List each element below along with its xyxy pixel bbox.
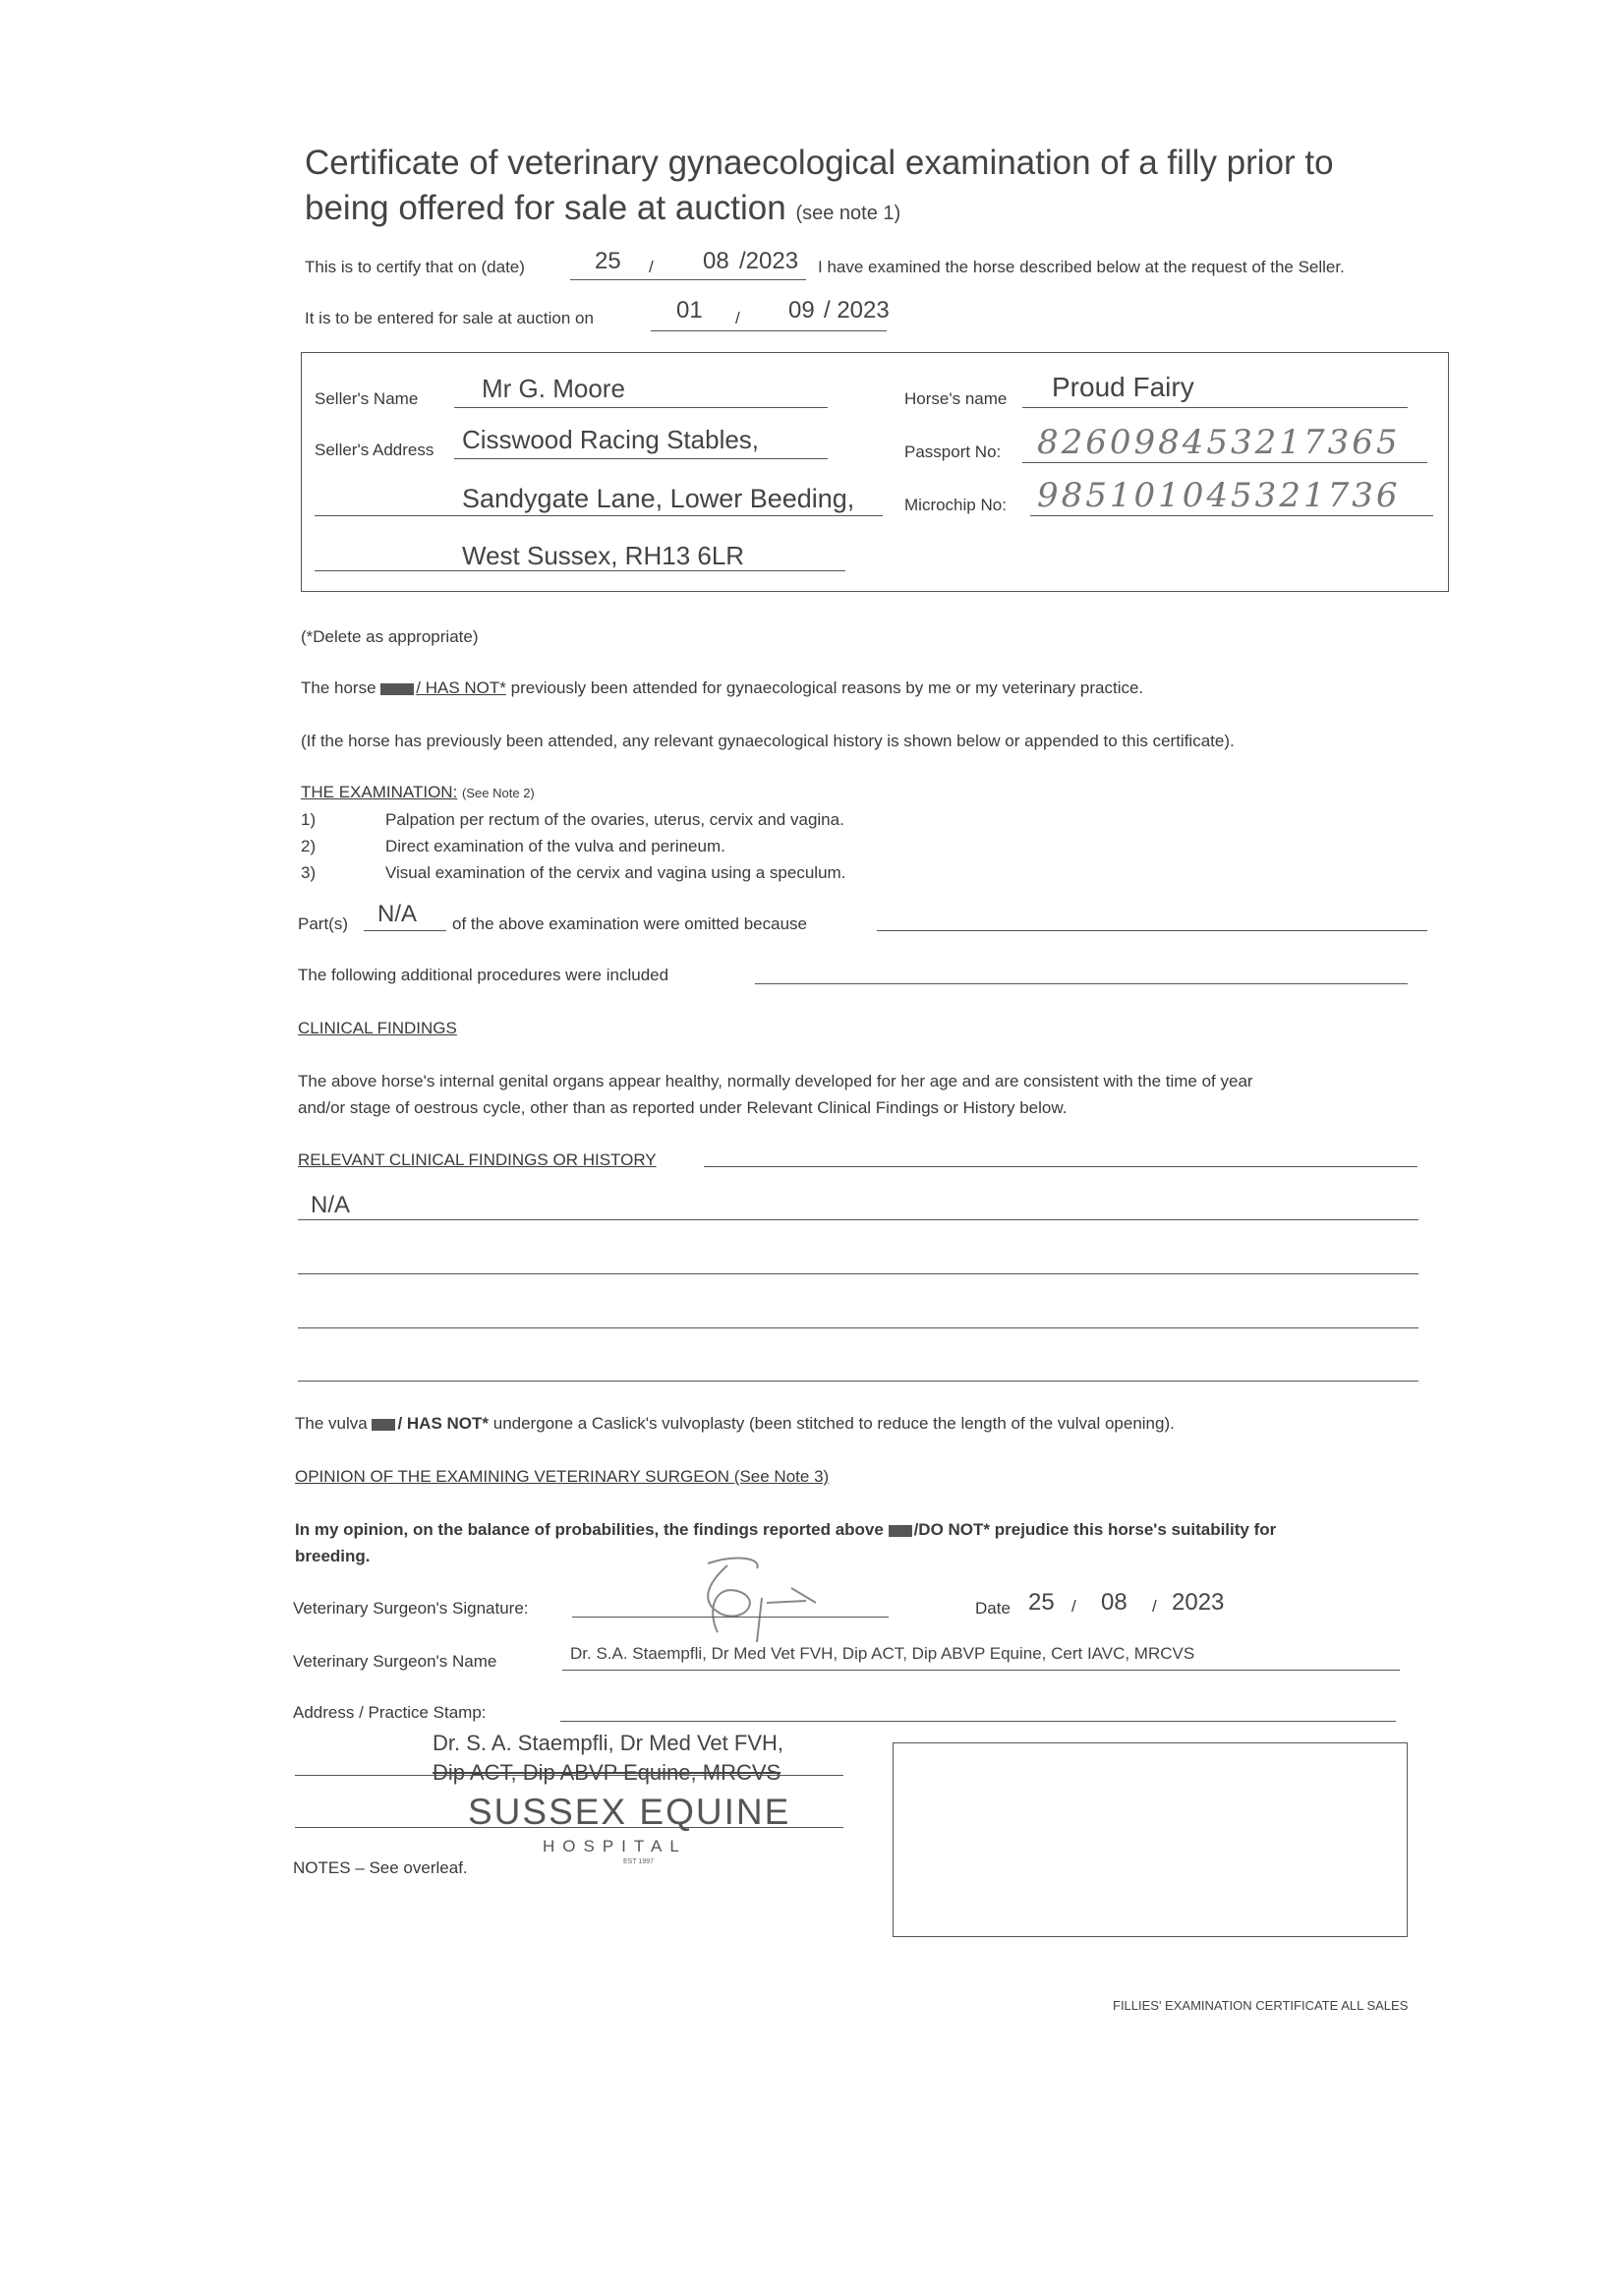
opinion-line-2: breeding.	[295, 1547, 371, 1565]
signature-label: Veterinary Surgeon's Signature:	[293, 1599, 529, 1618]
seller-address-line-1: Cisswood Racing Stables,	[462, 425, 760, 454]
microchip-label: Microchip No:	[904, 496, 1007, 514]
certify-prefix: This is to certify that on (date)	[305, 258, 525, 276]
seller-address-label: Seller's Address	[315, 441, 434, 459]
opinion-heading: OPINION OF THE EXAMINING VETERINARY SURGEON (See Note 3)	[295, 1467, 830, 1486]
stamp-label: Address / Practice Stamp:	[293, 1703, 487, 1722]
parts-label: Part(s)	[298, 914, 348, 933]
clinical-heading: CLINICAL FINDINGS	[298, 1019, 457, 1037]
stamp-line-1: Dr. S. A. Staempfli, Dr Med Vet FVH,	[433, 1731, 784, 1755]
vulva-suffix: undergone a Caslick's vulvoplasty (been stitched to reduce the length of the vulval opening).	[492, 1414, 1175, 1433]
auction-year: / 2023	[824, 297, 890, 324]
date-label: Date	[975, 1599, 1011, 1618]
redaction-mark	[372, 1419, 395, 1431]
previous-note: (If the horse has previously been attended, any relevant gynaecological history is shown below or appended to this certificate).	[301, 732, 1235, 750]
vulva-prefix: The vulva	[295, 1414, 368, 1433]
stamp-est: EST 1997	[623, 1858, 655, 1865]
exam-heading	[301, 783, 535, 802]
horse-name-label: Horse's name	[904, 389, 1008, 408]
parts-value: N/A	[377, 901, 418, 927]
stamp-line-2: Dip ACT, Dip ABVP Equine, MRCVS	[433, 1760, 781, 1785]
signature-scribble	[668, 1544, 865, 1652]
redaction-mark	[380, 683, 414, 695]
opinion-suffix: prejudice this horse's suitability for	[994, 1520, 1277, 1539]
auction-month: 09	[788, 297, 815, 324]
certify-year: /2023	[739, 248, 799, 274]
surgeon-name-label: Veterinary Surgeon's Name	[293, 1652, 497, 1671]
auction-prefix: It is to be entered for sale at auction on	[305, 309, 594, 327]
date-month: 08	[1101, 1589, 1128, 1616]
seller-name-label: Seller's Name	[315, 389, 419, 408]
delete-note: (*Delete as appropriate)	[301, 627, 479, 646]
title-line-1: Certificate of veterinary gynaecological examination of a filly prior to	[305, 144, 1334, 182]
opinion-line-1	[295, 1520, 1276, 1540]
vulva-line	[295, 1414, 1175, 1434]
certify-suffix: I have examined the horse described below at the request of the Seller.	[818, 258, 1345, 276]
additional-procedures: The following additional procedures were included	[298, 966, 669, 984]
stamp-box	[893, 1742, 1408, 1937]
exam-heading-text: THE EXAMINATION:	[301, 783, 458, 801]
microchip-no: 985101045321736	[1037, 476, 1401, 515]
certify-month: 08	[703, 248, 729, 274]
title-note: (see note 1)	[795, 203, 901, 224]
seller-address-line-2: Sandygate Lane, Lower Beeding,	[462, 484, 855, 513]
exam-item-num: 1)	[301, 810, 317, 829]
vulva-choice: / HAS NOT*	[397, 1414, 489, 1433]
parts-suffix: of the above examination were omitted because	[452, 914, 808, 933]
auction-day: 01	[676, 297, 703, 324]
stamp-name: SUSSEX EQUINE	[468, 1792, 791, 1832]
horse-attended-prefix: The horse	[301, 678, 376, 697]
horse-attended-line	[301, 678, 1143, 698]
seller-address-line-3: West Sussex, RH13 6LR	[462, 541, 745, 570]
relevant-heading: RELEVANT CLINICAL FINDINGS OR HISTORY	[298, 1150, 657, 1169]
seller-name: Mr G. Moore	[482, 374, 625, 403]
opinion-prefix: In my opinion, on the balance of probabilities, the findings reported above	[295, 1520, 884, 1539]
footer-label: FILLIES' EXAMINATION CERTIFICATE ALL SALES	[1113, 1998, 1409, 2013]
relevant-value: N/A	[311, 1192, 351, 1218]
exam-item-text: Visual examination of the cervix and vagina using a speculum.	[385, 863, 846, 882]
redaction-mark	[889, 1525, 912, 1537]
clinical-text-2: and/or stage of oestrous cycle, other than as reported under Relevant Clinical Findings or History below.	[298, 1098, 1068, 1117]
horse-attended-choice: / HAS NOT*	[416, 678, 506, 697]
passport-label: Passport No:	[904, 442, 1002, 461]
title-line-2-text: being offered for sale at auction	[305, 189, 786, 227]
clinical-text-1: The above horse's internal genital organs appear healthy, normally developed for her age and are consistent with the time of year	[298, 1072, 1253, 1090]
date-day: 25	[1028, 1589, 1055, 1616]
notes-label: NOTES – See overleaf.	[293, 1858, 468, 1877]
passport-no: 826098453217365	[1037, 423, 1401, 462]
horse-attended-suffix: previously been attended for gynaecological reasons by me or my veterinary practice.	[510, 678, 1144, 697]
horse-name: Proud Fairy	[1052, 372, 1194, 402]
exam-item-text: Palpation per rectum of the ovaries, uterus, cervix and vagina.	[385, 810, 844, 829]
exam-heading-note: (See Note 2)	[462, 786, 535, 800]
exam-item-text: Direct examination of the vulva and perineum.	[385, 837, 725, 855]
date-year: 2023	[1172, 1589, 1225, 1616]
date-sep-2: /	[1152, 1597, 1157, 1616]
stamp-sub: HOSPITAL	[543, 1837, 687, 1855]
date-sep-1: /	[1071, 1597, 1076, 1616]
surgeon-name: Dr. S.A. Staempfli, Dr Med Vet FVH, Dip ACT, Dip ABVP Equine, Cert IAVC, MRCVS	[570, 1644, 1195, 1663]
certify-day: 25	[595, 248, 621, 274]
auction-sep-1: /	[735, 309, 740, 327]
exam-item-num: 2)	[301, 837, 317, 855]
opinion-choice: /DO NOT*	[913, 1520, 991, 1539]
certify-sep-1: /	[649, 258, 654, 276]
exam-item-num: 3)	[301, 863, 317, 882]
title-line-2	[305, 189, 900, 228]
